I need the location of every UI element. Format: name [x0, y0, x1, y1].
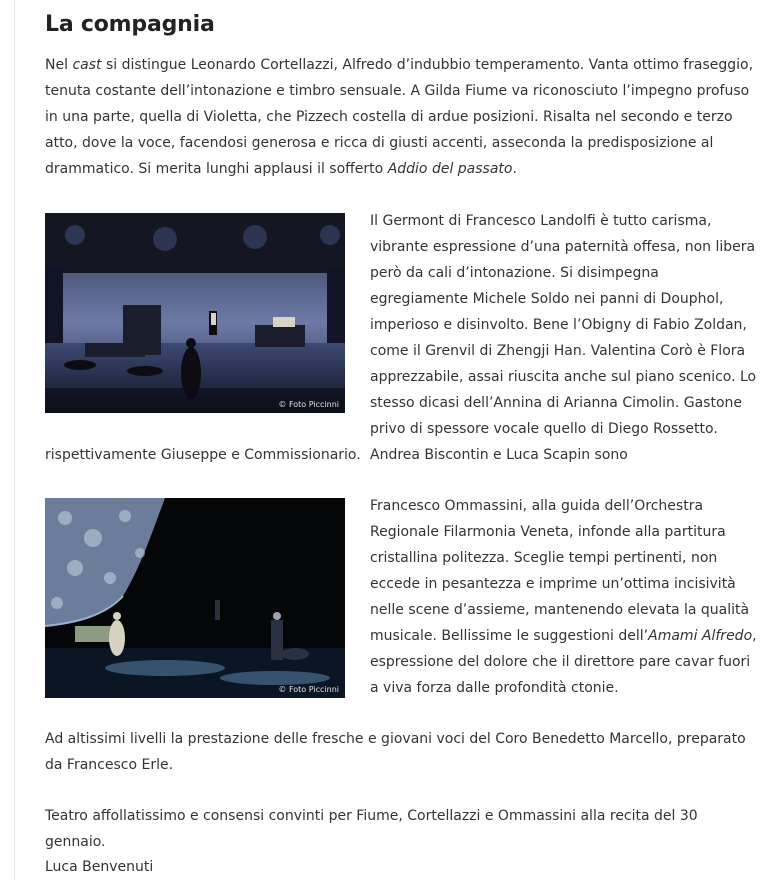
text-run: Francesco Ommassini, alla guida dell’Orchestra Regionale Filarmonia Veneta, infonde alla partitura cristallina politezza. Sceglie tempi pertinenti, non eccede in pesantezza e imprime un’ottima incisività nelle scene d’assieme, mantenendo elevata la qualità musicale. Bellissime le suggestioni dell’ [370, 498, 750, 644]
paragraph-chorus: Ad altissimi livelli la prestazione delle fresche e giovani voci del Coro Benedetto Marcello, preparato da Francesco Erle. [45, 731, 746, 773]
paragraph-orchestra [370, 493, 758, 701]
stage-photo-1 [45, 213, 345, 413]
text-run: . [512, 161, 517, 177]
paragraph-germont-continued: rispettivamente Giuseppe e Commissionario. [45, 447, 361, 463]
author-signature: Luca Benvenuti [45, 859, 154, 875]
text-run: Nel [45, 57, 73, 73]
paragraph-germont: Il Germont di Francesco Landolfi è tutto carisma, vibrante espressione d’una paternità offesa, non libera però da cali d’intonazione. Si disimpegna egregiamente Michele Soldo nei panni di Douphol, imperioso e disinvolto. Bene l’Obigny di Fabio Zoldan, come il Grenvil di Zhengji Han. Valentina Corò è Flora apprezzabile, assai riuscita anche sul piano scenico. Lo stesso dicasi dell’Annina di Arianna Cimolin. Gastone privo di spessore vocale quello di Diego Rossetto. Andrea Biscontin e Luca Scapin sono [370, 213, 757, 463]
emphasis-aria-title: Addio del passato [387, 161, 513, 177]
stage-photo-2-image [45, 498, 345, 698]
left-border [14, 0, 15, 880]
paragraph-audience: Teatro affollatissimo e consensi convinti per Fiume, Cortellazzi e Ommassini alla recita del 30 gennaio. [45, 808, 698, 850]
text-run: , espressione del dolore che il direttore pare cavar fuori a viva forza dalle profondità ctonie. [370, 628, 757, 696]
emphasis-aria-title: Amami Alfredo [648, 628, 753, 644]
stage-photo-1-image [45, 213, 345, 413]
emphasis-cast: cast [72, 57, 102, 73]
section-heading: La compagnia [45, 12, 215, 37]
photo-credit: © Foto Piccinni [278, 400, 339, 409]
stage-photo-2 [45, 498, 345, 698]
text-run: si distingue Leonardo Cortellazzi, Alfredo d’indubbio temperamento. Vanta ottimo fraseggio, tenuta costante dell’intonazione e timbro sensuale. A Gilda Fiume va riconosciuto l’impegno profuso in una parte, quella di Violetta, che Pizzech costella di ardue posizioni. Risalta nel secondo e terzo atto, dove la voce, facendosi generosa e ricca di giusti accenti, asseconda la predisposizione al drammatico. Si merita lunghi applausi il sofferto [45, 57, 754, 177]
photo-credit: © Foto Piccinni [278, 685, 339, 694]
paragraph-cast [45, 52, 757, 182]
